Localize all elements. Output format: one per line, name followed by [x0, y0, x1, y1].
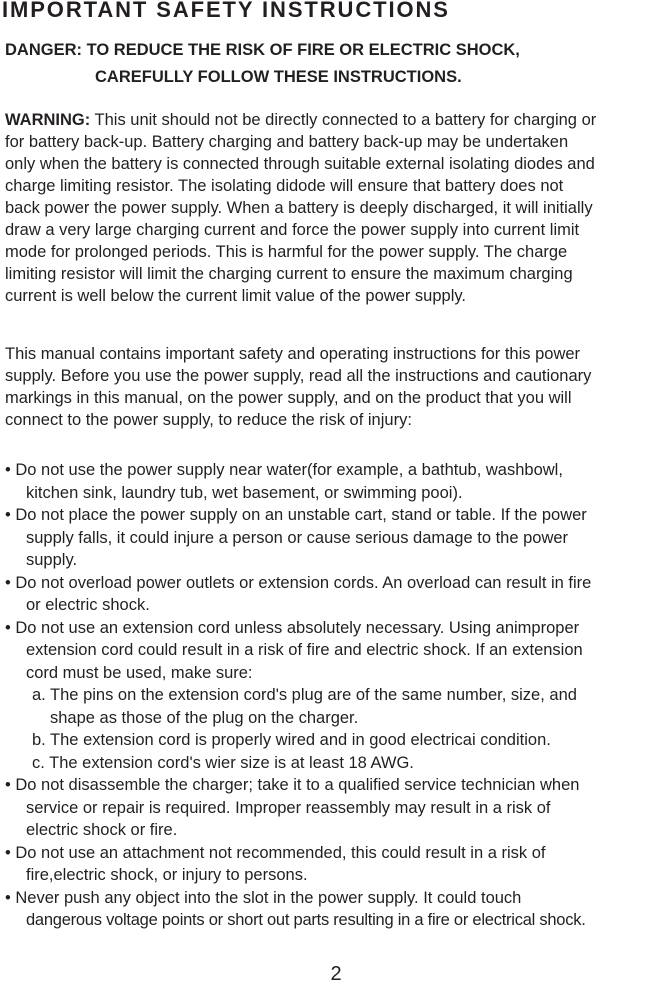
warning-line	[5, 109, 672, 131]
bullet-line: kitchen sink, laundry tub, wet basement, or swimming pooi).	[26, 483, 463, 502]
safety-bullet-list	[5, 459, 670, 932]
bullet-line: fire,electric shock, or injury to persons.	[26, 866, 308, 884]
bullet-line: service or repair is required. Improper reassembly may result in a risk of	[26, 798, 551, 817]
sub-item-line: a. The pins on the extension cord's plug are of the same number, size, and	[32, 686, 577, 704]
warning-text: This unit should not be directly connected to a battery for charging or	[90, 111, 597, 129]
bullet-line: • Do not place the power supply on an unstable cart, stand or table. If the power	[5, 506, 587, 524]
bullet-line: • Do not use the power supply near water(for example, a bathtub, washbowl,	[5, 461, 563, 479]
warning-paragraph	[5, 109, 672, 307]
intro-line: markings in this manual, on the power supply, and on the product that you will	[5, 389, 572, 407]
sub-item-line: c. The extension cord's wier size is at least 18 AWG.	[32, 753, 414, 772]
bullet-line: electric shock or fire.	[26, 821, 178, 839]
bullet-line: extension cord could result in a risk of fire and electric shock. If an extension	[26, 641, 583, 659]
intro-line: supply. Before you use the power supply, read all the instructions and cautionary	[5, 367, 592, 385]
page-title: IMPORTANT SAFETY INSTRUCTIONS	[2, 0, 450, 22]
warning-line: draw a very large charging current and force the power supply into current limit	[5, 221, 580, 239]
intro-paragraph	[5, 343, 672, 431]
bullet-line: or electric shock.	[26, 596, 150, 614]
intro-line: This manual contains important safety and operating instructions for this power	[5, 345, 581, 363]
warning-line: limiting resistor will limit the charging current to ensure the maximum charging	[5, 265, 573, 283]
sub-item-line: b. The extension cord is properly wired and in good electricai condition.	[32, 731, 551, 749]
intro-line: connect to the power supply, to reduce the risk of injury:	[5, 411, 412, 429]
page-number: 2	[330, 963, 342, 985]
warning-line: mode for prolonged periods. This is harmful for the power supply. The charge	[5, 243, 568, 261]
warning-line: only when the battery is connected through suitable external isolating diodes and	[5, 155, 595, 173]
bullet-line: • Do not overload power outlets or extension cords. An overload can result in fire	[5, 573, 592, 592]
bullet-line: • Do not use an extension cord unless absolutely necessary. Using animproper	[5, 618, 580, 637]
warning-label: WARNING:	[5, 111, 91, 129]
warning-line: back power the power supply. When a battery is deeply discharged, it will initially	[5, 199, 593, 217]
bullet-line: dangerous voltage points or short out parts resulting in a fire or electrical shock.	[26, 911, 586, 929]
warning-line: charge limiting resistor. The isolating didode will ensure that battery does not	[5, 177, 564, 195]
danger-heading-line-2: CAREFULLY FOLLOW THESE INSTRUCTIONS.	[95, 68, 462, 86]
bullet-line: supply.	[26, 551, 78, 569]
warning-line: for battery back-up. Battery charging and battery back-up may be undertaken	[5, 133, 569, 151]
bullet-line: • Do not use an attachment not recommended, this could result in a risk of	[5, 843, 546, 862]
bullet-line: cord must be used, make sure:	[26, 663, 253, 682]
bullet-line: • Never push any object into the slot in the power supply. It could touch	[5, 888, 522, 907]
danger-heading-line-1: DANGER: TO REDUCE THE RISK OF FIRE OR ELECTRIC SHOCK,	[5, 41, 520, 59]
warning-line: current is well below the current limit value of the power supply.	[5, 287, 466, 305]
bullet-line: • Do not disassemble the charger; take it to a qualified service technician when	[5, 776, 580, 794]
bullet-line: supply falls, it could injure a person or cause serious damage to the power	[26, 528, 569, 547]
sub-item-line: shape as those of the plug on the charger.	[50, 708, 359, 727]
